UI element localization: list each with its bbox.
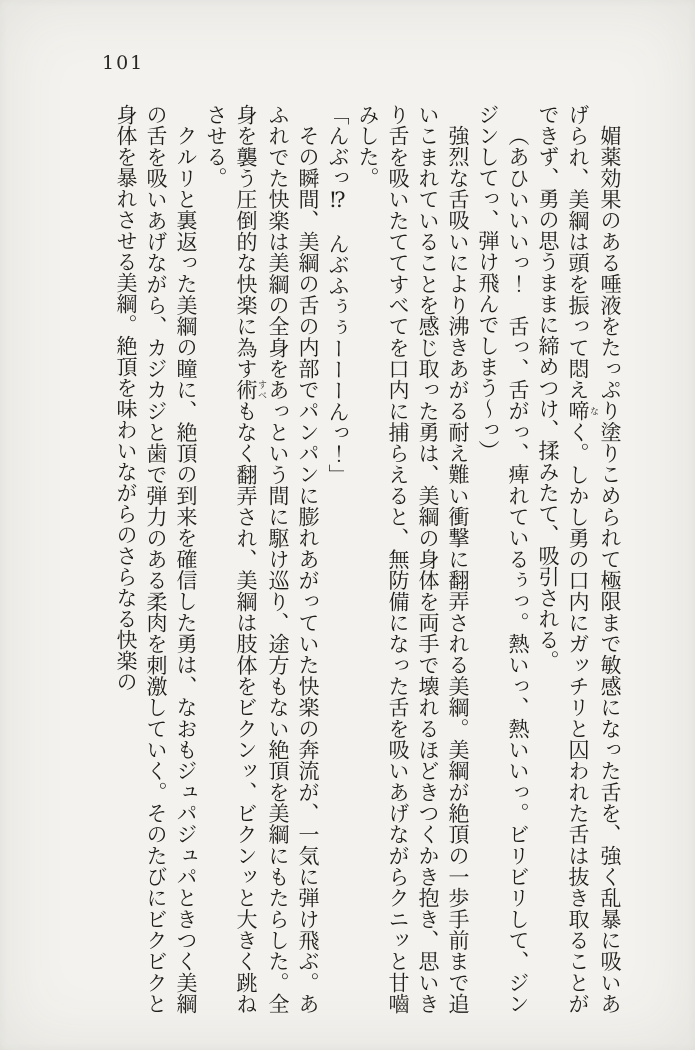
paragraph: 強烈な舌吸いにより沸きあがる耐え難い衝撃に翻弄される美綱。美綱が絶頂の一歩手前まで追いこまれていることを感じ取った勇は、美綱の身体を両手で壊れるほどきつくかき抱き、思いきり舌を吸いたててすべてを口内に捕らえると、無防備になった舌を吸いあげながらクニッと甘嚙みした。 — [356, 104, 470, 1014]
body-text — [56, 104, 625, 1014]
paragraph: その瞬間、美綱の舌の内部でパンパンに膨れあがっていた快楽の奔流が、一気に弾け飛ぶ。あふれでた快楽は美綱の全身をあっという間に駆け巡り、途方もない絶頂を美綱にもたらした。全身を襲う圧倒的な快楽に為す術 すべもなく翻弄され、美綱は肢体をビクンッ、ビクンッと大きく跳ねさせる。 — [204, 104, 320, 1015]
paragraph: （あひいいいっ！ 舌っ、舌がっ、痺れているぅっ。熱いっ、熱いいっ。ビリビリして、ジンジンしてっ、弾け飛んでしまう～っ） — [476, 104, 530, 1014]
paragraph: クルリと裏返った美綱の瞳に、絶頂の到来を確信した勇は、なおもジュパジュパときつく美綱の舌を吸いあげながら、カジカジと歯で弾力のある柔肉を刺激していく。そのたびにビクビクと身体を暴れさせる美綱。絶頂を味わいながらのさらなる快楽の — [114, 104, 198, 1014]
paragraph: 「んぶっ⁉ んぶふぅぅーーーんっ！」 — [326, 104, 350, 485]
page-number: 101 — [102, 52, 145, 74]
ruby-annotated-word: 啼 な — [566, 400, 599, 422]
ruby-annotated-word: 術 すべ — [234, 379, 267, 401]
paragraph: 媚薬効果のある唾液をたっぷり塗りこめられて極限まで敏感になった舌を、強く乱暴に吸いあげられ、美綱は頭を振って悶え啼 なく。しかし勇の口内にガッチリと囚われた舌は抜き取ることができず、勇の思うままに締めつけ、揉みたて、吸引される。 — [536, 104, 622, 1015]
